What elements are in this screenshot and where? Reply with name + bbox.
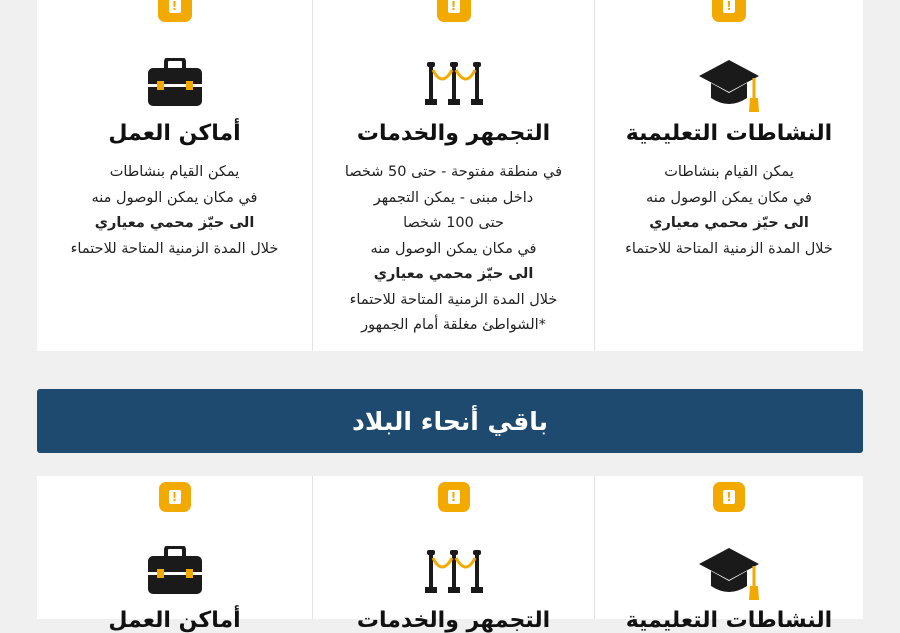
description-line: داخل مبنى - يمكن التجمهر	[373, 189, 534, 206]
warning-icon: !	[448, 0, 460, 13]
card-title: التجمهر والخدمات	[356, 608, 551, 633]
description-line: في مكان يمكن الوصول منه	[370, 240, 537, 257]
card-workplaces	[37, 0, 313, 351]
warning-badge	[438, 482, 470, 512]
card-description	[595, 160, 863, 262]
bottom-cards-row	[37, 476, 863, 633]
card-educational-activities	[595, 476, 863, 633]
card-workplaces	[37, 476, 313, 633]
card-description	[37, 160, 312, 262]
description-line: حتى 100 شخصا	[403, 215, 504, 231]
card-title: النشاطات التعليمية	[625, 121, 833, 146]
description-line: خلال المدة الزمنية المتاحة للاحتماء	[349, 291, 558, 308]
card-title: أماكن العمل	[108, 608, 241, 633]
warning-badge	[437, 0, 471, 22]
description-line: في منطقة مفتوحة - حتى 50 شخصا	[344, 164, 563, 180]
card-educational-activities	[595, 0, 863, 351]
warning-icon: !	[169, 490, 181, 504]
stanchion-rope-icon	[424, 58, 484, 108]
warning-badge	[712, 0, 746, 22]
warning-badge	[713, 482, 745, 512]
warning-badge	[158, 0, 192, 22]
card-title: التجمهر والخدمات	[356, 121, 551, 146]
warning-icon: !	[723, 490, 735, 504]
top-cards-row	[37, 0, 863, 351]
description-line-bold: الى حيّز محمي معياري	[373, 266, 534, 282]
warning-icon: !	[723, 0, 735, 13]
description-line: يمكن القيام بنشاطات	[664, 164, 794, 180]
card-gatherings-services	[313, 476, 595, 633]
description-line-bold: الى حيّز محمي معياري	[649, 215, 809, 231]
card-description	[313, 160, 594, 339]
warning-icon: !	[169, 0, 181, 13]
section-banner: باقي أنحاء البلاد	[37, 389, 863, 453]
description-line: *الشواطئ مغلقة أمام الجمهور	[361, 317, 546, 333]
description-line: في مكان يمكن الوصول منه	[646, 189, 812, 206]
card-title: أماكن العمل	[108, 121, 241, 146]
description-line: في مكان يمكن الوصول منه	[91, 189, 258, 206]
graduation-cap-icon	[697, 546, 761, 604]
warning-icon: !	[448, 490, 460, 504]
card-gatherings-services	[313, 0, 595, 351]
graduation-cap-icon	[697, 58, 761, 116]
briefcase-icon	[146, 546, 204, 596]
card-title: النشاطات التعليمية	[625, 608, 833, 633]
description-line: خلال المدة الزمنية المتاحة للاحتماء	[625, 240, 833, 257]
stanchion-rope-icon	[424, 546, 484, 596]
warning-badge	[159, 482, 191, 512]
description-line-bold: الى حيّز محمي معياري	[94, 215, 255, 231]
description-line: يمكن القيام بنشاطات	[109, 164, 240, 180]
description-line: خلال المدة الزمنية المتاحة للاحتماء	[70, 240, 279, 257]
briefcase-icon	[146, 58, 204, 108]
